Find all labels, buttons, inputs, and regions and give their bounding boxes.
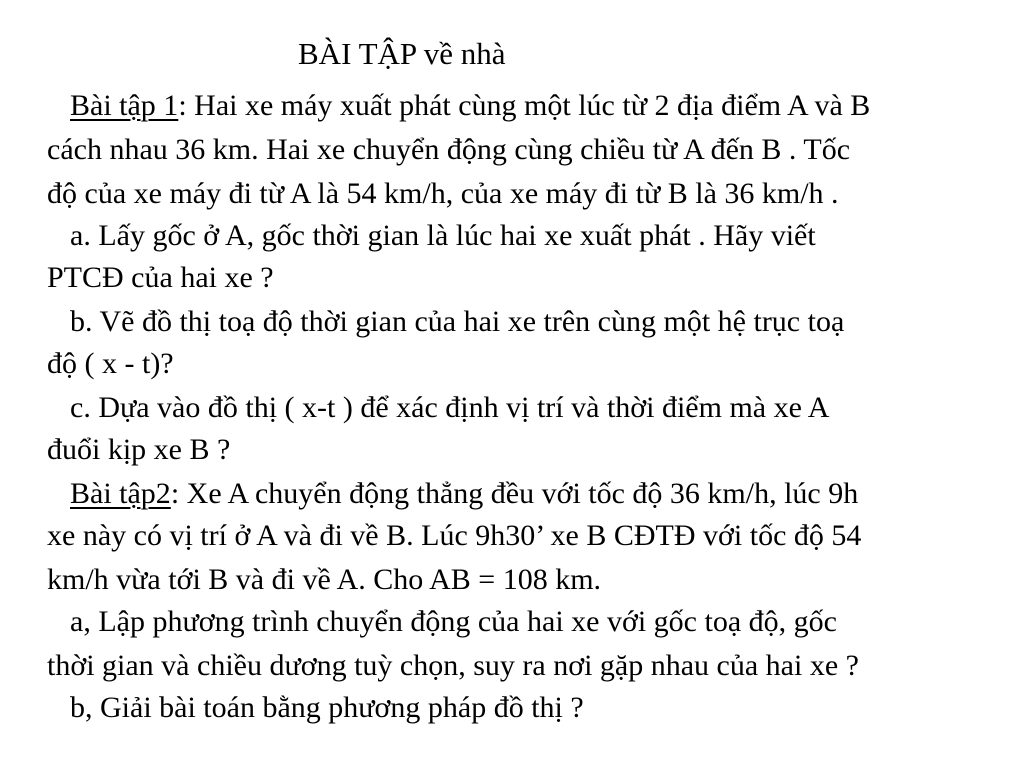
exercise1-part-b-line2: độ ( x - t)? <box>47 347 174 380</box>
exercise1-line2: cách nhau 36 km. Hai xe chuyển động cùng chiều từ A đến B . Tốc <box>47 133 851 166</box>
exercise1-part-b-line1: b. Vẽ đồ thị toạ độ thời gian của hai xe trên cùng một hệ trục toạ <box>70 305 845 338</box>
exercise2-line3: km/h vừa tới B và đi về A. Cho AB = 108 km. <box>47 563 602 596</box>
exercise2-part-a-line1: a, Lập phương trình chuyển động của hai xe với gốc toạ độ, gốc <box>70 605 837 638</box>
exercise1-heading: Bài tập 1 <box>70 89 179 122</box>
exercise2-line2: xe này có vị trí ở A và đi về B. Lúc 9h30’ xe B CĐTĐ với tốc độ 54 <box>47 519 862 552</box>
page-title: BÀI TẬP về nhà <box>298 36 506 71</box>
exercise2-part-b-line1: b, Giải bài toán bằng phương pháp đồ thị ? <box>70 691 584 724</box>
exercise2-line1-text: : Xe A chuyển động thẳng đều với tốc độ 36 km/h, lúc 9h <box>170 477 859 510</box>
exercise1-part-a-line2: PTCĐ của hai xe ? <box>47 261 274 294</box>
exercise2-line1 <box>70 474 858 514</box>
exercise1-part-a-line1: a. Lấy gốc ở A, gốc thời gian là lúc hai xe xuất phát . Hãy viết <box>70 219 816 252</box>
exercise1-line3: độ của xe máy đi từ A là 54 km/h, của xe máy đi từ B là 36 km/h . <box>47 177 839 210</box>
exercise1-part-c-line1: c. Dựa vào đồ thị ( x-t ) để xác định vị trí và thời điểm mà xe A <box>70 391 830 424</box>
exercise2-part-a-line2: thời gian và chiều dương tuỳ chọn, suy ra nơi gặp nhau của hai xe ? <box>47 649 859 682</box>
exercise2-heading: Bài tập2 <box>70 477 171 510</box>
exercise1-line1-text: : Hai xe máy xuất phát cùng một lúc từ 2 địa điểm A và B <box>178 89 871 122</box>
exercise1-line1 <box>70 86 870 126</box>
exercise1-part-c-line2: đuổi kịp xe B ? <box>47 433 231 466</box>
